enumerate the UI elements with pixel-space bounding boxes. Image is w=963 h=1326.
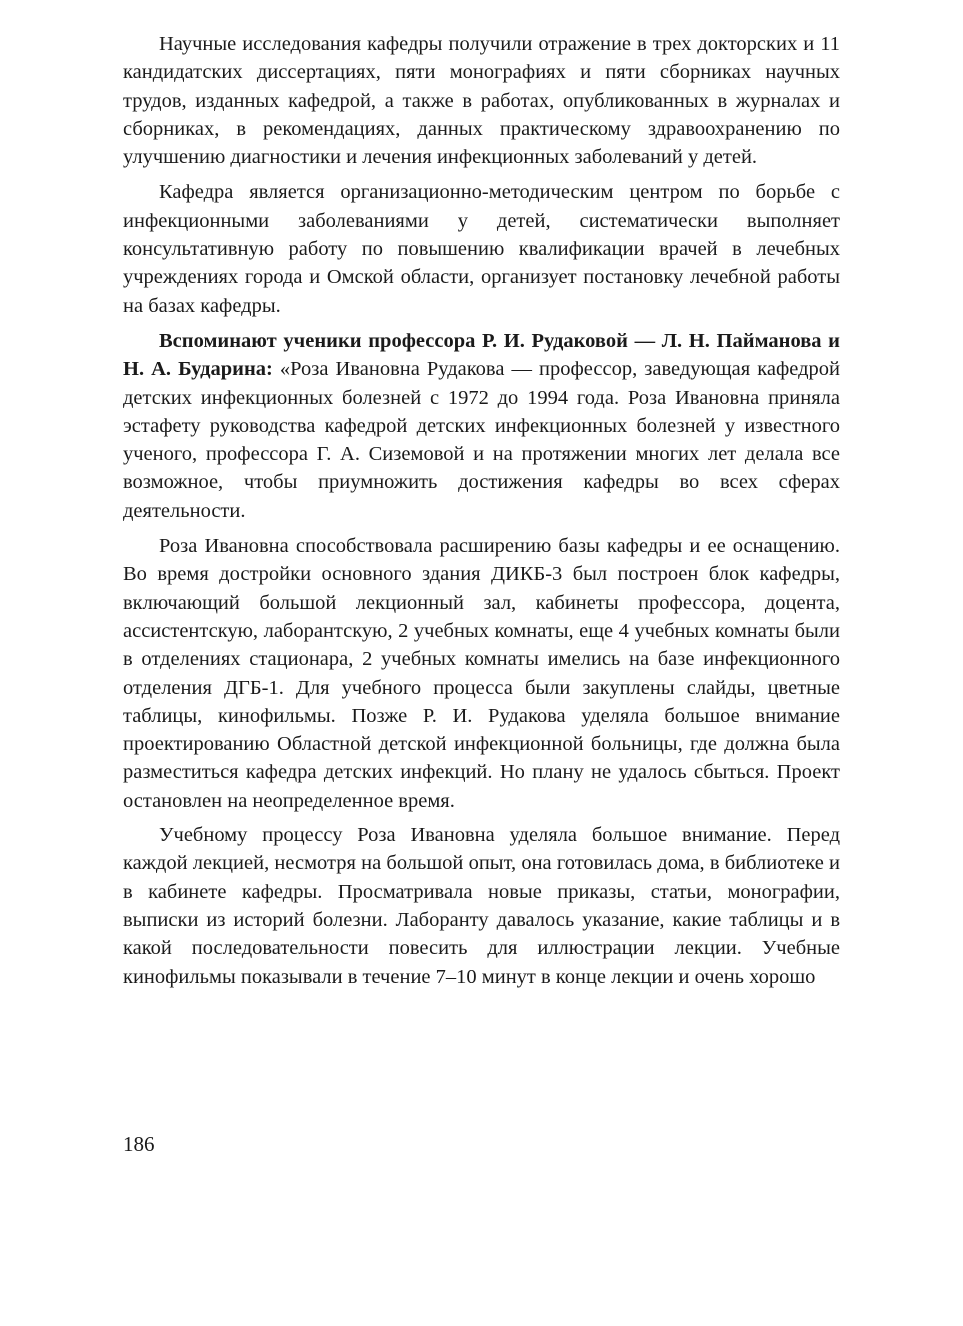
paragraph-research-text: Научные исследования кафедры получили отражение в трех докторских и 11 кандидатских диссертациях, пяти монографиях и пяти сборниках научных трудов, изданных кафедрой, а также в работах, опубликованных в журналах и сборниках, в рекомендациях, данных практическому здравоохранению по улучшению диагностики и лечения инфекционных заболеваний у детей. <box>123 33 840 169</box>
recollections-heading: Вспоминают ученики профессора Р. И. Рудаковой — Л. Н. Пайманова и Н. А. Бударина: <box>123 329 840 381</box>
paragraph-method-center <box>123 178 840 319</box>
paragraph-teaching-text: Учебному процессу Роза Ивановна уделяла большое внимание. Перед каждой лекцией, несмотря на большой опыт, она готовилась дома, в библиотеке и в кабинете кафедры. Просматривала новые приказы, статьи, монографии, выписки из историй болезни. Лаборанту давалось указание, какие таблицы и в какой последовательности повесить для иллюстрации лекции. Учебные кинофильмы показывали в течение 7–10 минут в конце лекции и очень хорошо <box>123 824 840 988</box>
paragraph-recollections-text: «Роза Ивановна Рудакова — профессор, заведующая кафедрой детских инфекционных болезней с 1972 до 1994 года. Роза Ивановна приняла эстафету руководства кафедрой детских инфекционных болезней у известного ученого, профессора Г. А. Сиземовой и на протяжении многих лет делала все возможное, чтобы приумножить достижения кафедры во всех сферах деятельности. <box>123 358 840 522</box>
paragraph-recollections <box>123 327 840 525</box>
paragraph-facilities-text: Роза Ивановна способствовала расширению базы кафедры и ее оснащению. Во время достройки основного здания ДИКБ-3 был построен блок кафедры, включающий большой лекционный зал, кабинеты профессора, доцента, ассистентскую, лаборантскую, 2 учебных комнаты, еще 4 учебных комнаты были в отделениях стационара, 2 учебных комнаты имелись на базе инфекционного отделения ДГБ-1. Для учебного процесса были закуплены слайды, цветные таблицы, кинофильмы. Позже Р. И. Рудакова уделяла большое внимание проектированию Областной детской инфекционной больницы, где должна была разместиться кафедра детских инфекций. Но плану не удалось сбыться. Проект остановлен на неопределенное время. <box>123 535 840 812</box>
paragraph-method-center-text: Кафедра является организационно-методическим центром по борьбе с инфекционными заболеваниями у детей, систематически выполняет консультативную работу по повышению квалификации врачей в лечебных учреждениях города и Омской области, организует постановку лечебной работы на базах кафедры. <box>123 181 840 317</box>
page-body <box>123 30 840 998</box>
page-number: 186 <box>123 1132 155 1156</box>
paragraph-facilities <box>123 532 840 815</box>
paragraph-research <box>123 30 840 171</box>
paragraph-teaching <box>123 821 840 991</box>
